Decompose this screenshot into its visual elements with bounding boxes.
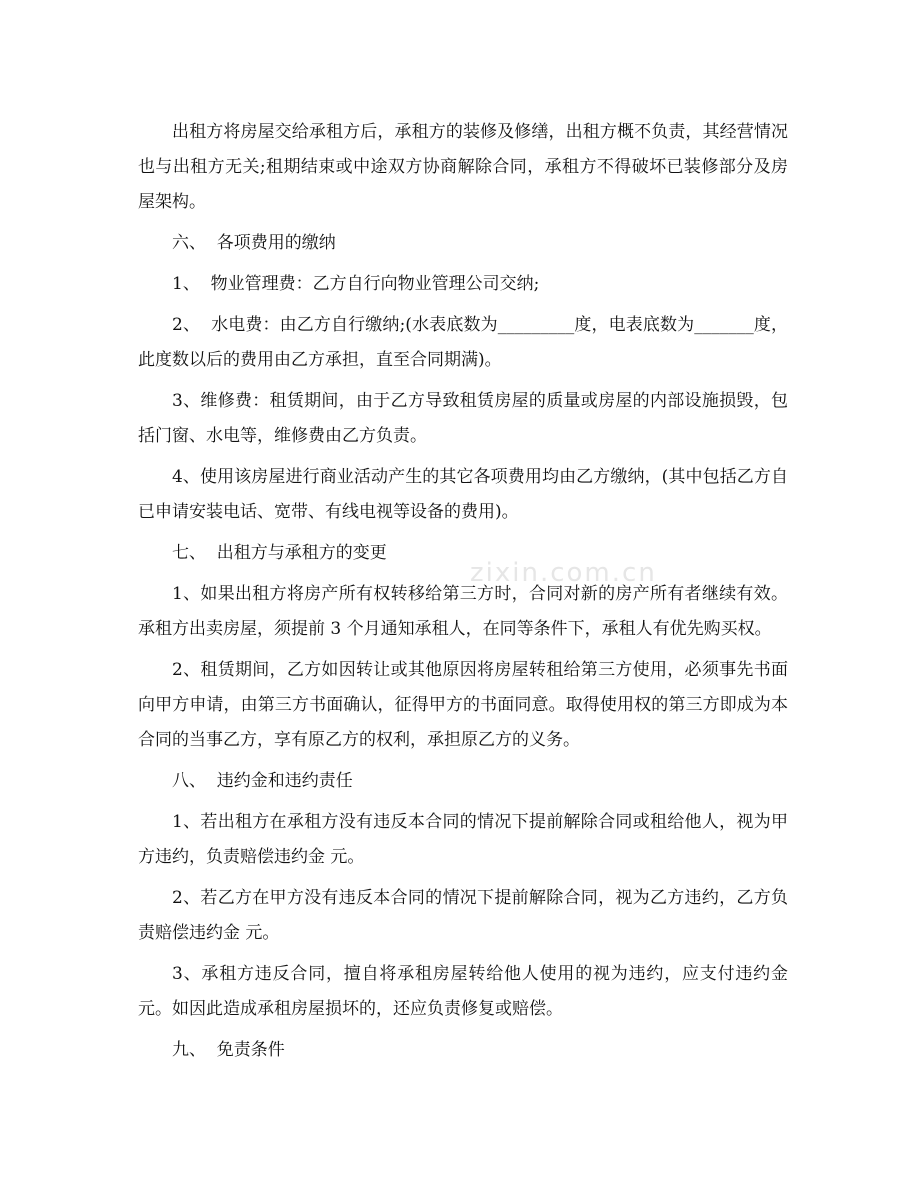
paragraph-maintenance-fee: 3、维修费：租赁期间，由于乙方导致租赁房屋的质量或房屋的内部设施损毁，包括门窗、水电等，维修费由乙方负责。 (138, 391, 788, 446)
section-heading-9: 九、 免责条件 (172, 1040, 285, 1060)
section-heading-6: 六、 各项费用的缴纳 (172, 233, 336, 253)
watermark-text: zixin.com.cn (470, 558, 657, 588)
paragraph-other-fees: 4、使用该房屋进行商业活动产生的其它各项费用均由乙方缴纳，(其中包括乙方自已申请安装电话、宽带、有线电视等设备的费用)。 (138, 467, 788, 522)
paragraph-renovation: 出租方将房屋交给承租方后，承租方的装修及修缮，出租方概不负责，其经营情况也与出租方无关;租期结束或中途双方协商解除合同，承租方不得破坏已装修部分及房屋架构。 (138, 122, 788, 212)
section-heading-8: 八、 违约金和违约责任 (172, 771, 353, 791)
paragraph-utilities-fee: 2、 水电费：由乙方自行缴纳;(水表底数为_________度，电表底数为_______度，此度数以后的费用由乙方承担，直至合同期满)。 (138, 315, 788, 370)
section-heading-7: 七、 出租方与承租方的变更 (172, 543, 387, 563)
paragraph-unauthorized-transfer: 3、承租方违反合同，擅自将承租房屋转给他人使用的视为违约，应支付违约金 元。如因此造成承租房屋损坏的，还应负责修复或赔偿。 (138, 964, 794, 1019)
paragraph-lessee-breach: 2、若乙方在甲方没有违反本合同的情况下提前解除合同，视为乙方违约，乙方负责赔偿违约金 元。 (138, 888, 788, 943)
paragraph-lessor-breach: 1、若出租方在承租方没有违反本合同的情况下提前解除合同或租给他人，视为甲方违约，负责赔偿违约金 元。 (138, 812, 788, 867)
paragraph-property-fee: 1、 物业管理费：乙方自行向物业管理公司交纳; (172, 274, 540, 294)
document-body (138, 115, 794, 1074)
paragraph-sublease: 2、租赁期间，乙方如因转让或其他原因将房屋转租给第三方使用，必须事先书面向甲方申请，由第三方书面确认，征得甲方的书面同意。取得使用权的第三方即成为本合同的当事乙方，享有原乙方的权利，承担原乙方的义务。 (138, 660, 788, 750)
paragraph-ownership-transfer: 1、如果出租方将房产所有权转移给第三方时，合同对新的房产所有者继续有效。承租方出卖房屋，须提前 3 个月通知承租人，在同等条件下，承租人有优先购买权。 (138, 584, 788, 639)
